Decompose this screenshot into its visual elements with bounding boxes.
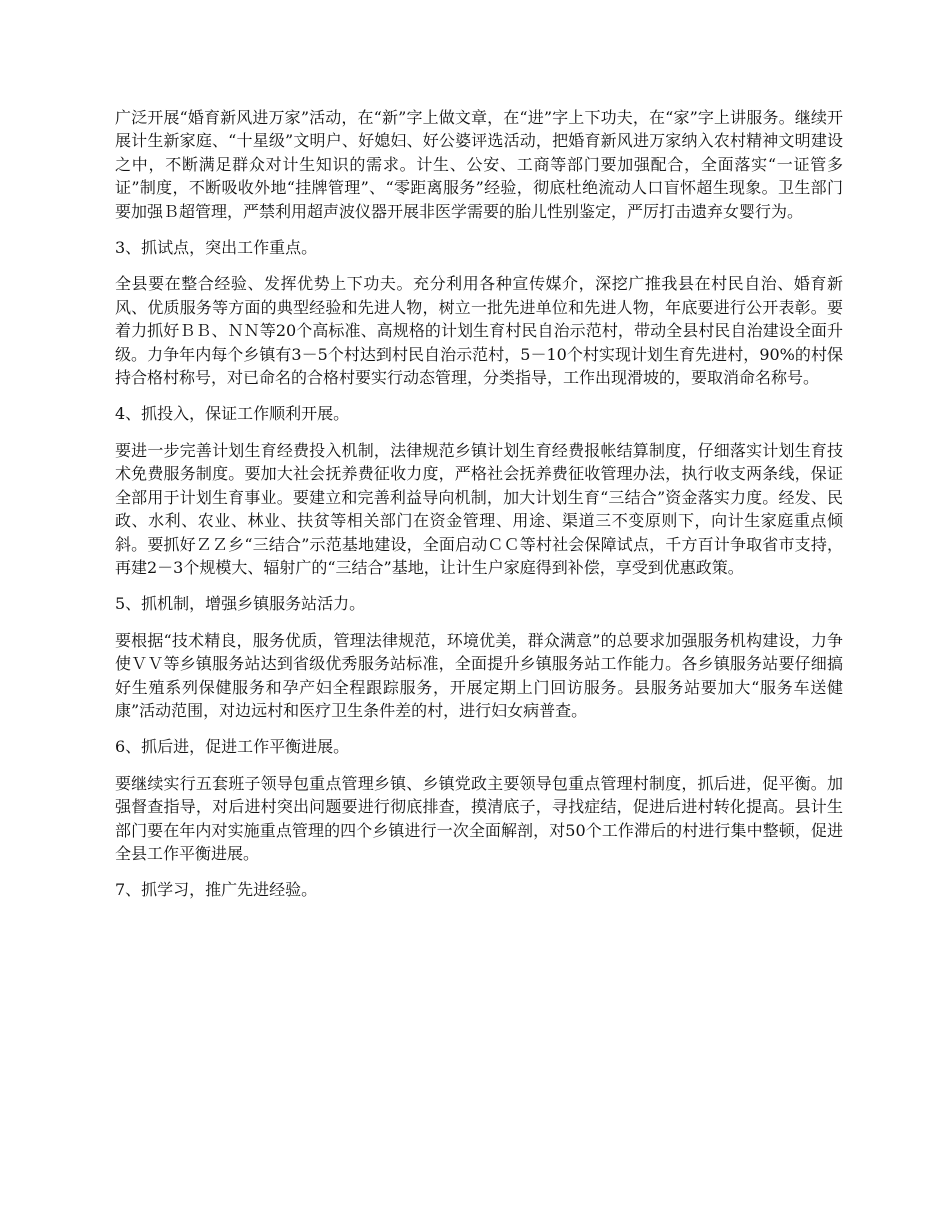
paragraph-service-stations: 要根据“技术精良，服务优质，管理法律规范，环境优美，群众满意”的总要求加强服务机构建设，力争使ＶＶ等乡镇服务站达到省级优秀服务站标准，全面提升乡镇服务站工作能力。各乡镇服务站要仔细搞好生殖系列保健服务和孕产妇全程跟踪服务，开展定期上门回访服务。县服务站要加大“服务车送健康”活动范围，对边远村和医疗卫生条件差的村，进行妇女病普查。 xyxy=(115,630,843,720)
paragraph-pilot-villages: 全县要在整合经验、发挥优势上下功夫。充分利用各种宣传媒介，深挖广推我县在村民自治、婚育新风、优质服务等方面的典型经验和先进人物，树立一批先进单位和先进人物，年底要进行公开表彰。要着力抓好ＢＢ、ＮＮ等20个高标准、高规格的计划生育村民自治示范村，带动全县村民自治建设全面升级。力争年内每个乡镇有3－5个村达到村民自治示范村，5－10个村实现计划生育先进村，90%的村保持合格村称号，对已命名的合格村要实行动态管理，分类指导，工作出现滑坡的，要取消命名称号。 xyxy=(115,274,843,388)
section-heading-6: 6、抓后进，促进工作平衡进展。 xyxy=(115,737,350,757)
section-heading-7: 7、抓学习，推广先进经验。 xyxy=(115,880,318,900)
document-page xyxy=(115,106,843,915)
section-heading-4: 4、抓投入，保证工作顺利开展。 xyxy=(115,404,350,424)
section-heading-3: 3、抓试点，突出工作重点。 xyxy=(115,238,318,258)
paragraph-marriage-customs: 广泛开展“婚育新风进万家”活动，在“新”字上做文章，在“进”字上下功夫，在“家”字上讲服务。继续开展计生新家庭、“十星级”文明户、好媳妇、好公婆评选活动，把婚育新风进万家纳入农村精神文明建设之中，不断满足群众对计生知识的需求。计生、公安、工商等部门要加强配合，全面落实“一证管多证”制度，不断吸收外地“挂牌管理”、“零距离服务”经验，彻底杜绝流动人口盲怀超生现象。卫生部门要加强Ｂ超管理，严禁利用超声波仪器开展非医学需要的胎儿性别鉴定，严厉打击遗弃女婴行为。 xyxy=(115,108,843,221)
paragraph-lagging-villages: 要继续实行五套班子领导包重点管理乡镇、乡镇党政主要领导包重点管理村制度，抓后进，促平衡。加强督查指导，对后进村突出问题要进行彻底排查，摸清底子，寻找症结，促进后进村转化提高。县计生部门要在年内对实施重点管理的四个乡镇进行一次全面解剖，对50个工作滞后的村进行集中整顿，促进全县工作平衡进展。 xyxy=(115,773,843,863)
paragraph-funding: 要进一步完善计划生育经费投入机制，法律规范乡镇计划生育经费报帐结算制度，仔细落实计划生育技术免费服务制度。要加大社会抚养费征收力度，严格社会抚养费征收管理办法，执行收支两条线，保证全部用于计划生育事业。要建立和完善利益导向机制，加大计划生育“三结合”资金落实力度。经发、民政、水利、农业、林业、扶贫等相关部门在资金管理、用途、渠道三不变原则下，向计生家庭重点倾斜。要抓好ＺＺ乡“三结合”示范基地建设，全面启动ＣＣ等村社会保障试点，千方百计争取省市支持，再建2－3个规模大、辐射广的“三结合”基地，让计生户家庭得到补偿，享受到优惠政策。 xyxy=(115,440,843,577)
section-heading-5: 5、抓机制，增强乡镇服务站活力。 xyxy=(115,594,366,614)
